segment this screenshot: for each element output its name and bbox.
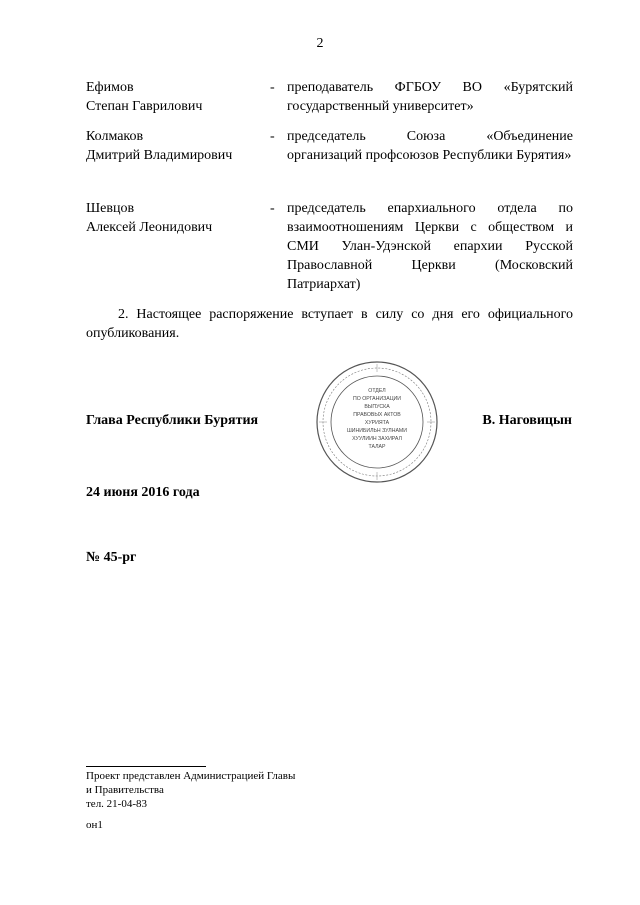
- seal-line: ОТДЕЛ: [368, 388, 386, 394]
- member-surname: Ефимов: [86, 80, 134, 95]
- official-seal: [315, 360, 439, 484]
- seal-line: ХУУЛИИН ЗАХИРАЛ: [352, 436, 402, 442]
- member-role: председатель Союза «Объединение организаций профсоюзов Республики Бурятия»: [287, 129, 573, 163]
- seal-line: ПРАВОВЫХ АКТОВ: [353, 412, 401, 418]
- seal-line: ХУРИЯТА: [364, 420, 390, 426]
- document-number: № 45-рг: [86, 550, 137, 565]
- footnote-code: он1: [86, 819, 103, 831]
- member-given-names: Алексей Леонидович: [86, 220, 213, 235]
- footnote-line: и Правительства: [86, 784, 164, 796]
- footnote-divider: [86, 766, 206, 767]
- member-given-names: Степан Гаврилович: [86, 99, 203, 114]
- page-number: 2: [316, 36, 324, 51]
- member-dash: -: [270, 201, 275, 216]
- document-date: 24 июня 2016 года: [86, 485, 200, 500]
- member-dash: -: [270, 80, 275, 95]
- footnote-line: Проект представлен Администрацией Главы: [86, 770, 296, 782]
- footnote-block: [86, 769, 295, 811]
- member-dash: -: [270, 129, 275, 144]
- member-given-names: Дмитрий Владимирович: [86, 148, 233, 163]
- member-role: преподаватель ФГБОУ ВО «Бурятский государственный университет»: [287, 80, 573, 114]
- member-name: [86, 199, 212, 237]
- signatory-name: В. Наговицын: [482, 413, 572, 428]
- member-surname: Колмаков: [86, 129, 144, 144]
- effective-date-paragraph: 2. Настоящее распоряжение вступает в силу со дня его официального опубликования.: [86, 307, 573, 341]
- member-name: [86, 127, 232, 165]
- seal-line: ПО ОРГАНИЗАЦИИ: [353, 396, 401, 402]
- footnote-phone: тел. 21-04-83: [86, 798, 148, 810]
- seal-line: ШИНИБИЛЬН ЗУЛНАМИ: [347, 428, 407, 434]
- seal-line: ВЫПУСКА: [364, 404, 390, 410]
- seal-line: ТАЛАР: [368, 444, 386, 450]
- member-role: председатель епархиального отдела по взаимоотношениям Церкви с обществом и СМИ Улан-Удэнской епархии Русской Православной Церкви (Московский Патриархат): [287, 201, 573, 292]
- signatory-title: Глава Республики Бурятия: [86, 413, 259, 428]
- member-name: [86, 78, 202, 116]
- member-surname: Шевцов: [86, 201, 135, 216]
